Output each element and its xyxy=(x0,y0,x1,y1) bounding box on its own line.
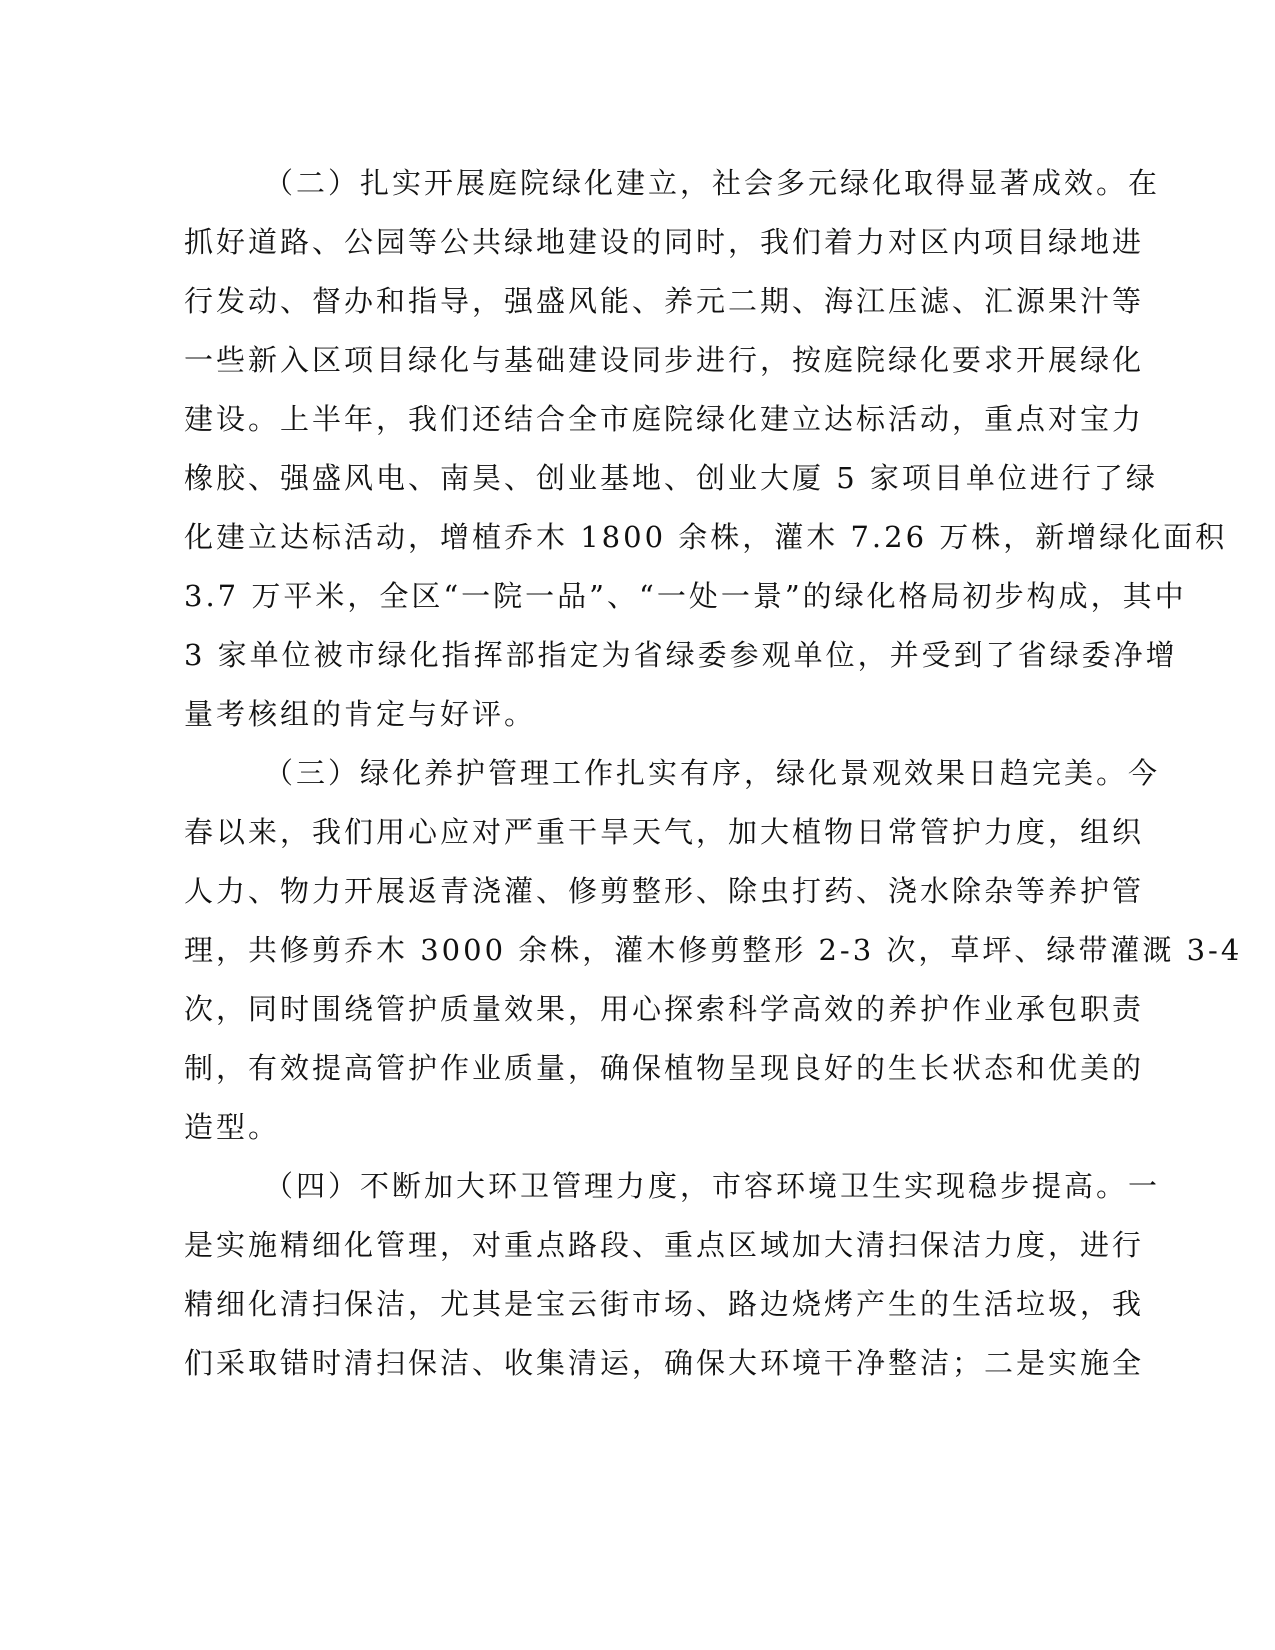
paragraph-4-line-1: （四）不断加大环卫管理力度，市容环境卫生实现稳步提高。一 xyxy=(264,1169,1161,1203)
paragraph-3-line-7: 造型。 xyxy=(184,1110,281,1144)
paragraph-4-line-4: 们采取错时清扫保洁、收集清运，确保大环境干净整洁；二是实施全 xyxy=(184,1346,1145,1380)
paragraph-2-line-5: 建设。上半年，我们还结合全市庭院绿化建立达标活动，重点对宝力 xyxy=(184,402,1145,436)
paragraph-2-line-3: 行发动、督办和指导，强盛风能、养元二期、海江压滤、汇源果汁等 xyxy=(184,284,1145,318)
paragraph-3-line-4: 理，共修剪乔木 3000 余株，灌木修剪整形 2-3 次，草坪、绿带灌溉 3-4 xyxy=(184,933,1243,967)
paragraph-3-line-2: 春以来，我们用心应对严重干旱天气，加大植物日常管护力度，组织 xyxy=(184,815,1145,849)
paragraph-2-line-8: 3.7 万平米，全区“一院一品”、“一处一景”的绿化格局初步构成，其中 xyxy=(184,579,1187,613)
paragraph-3-line-5: 次，同时围绕管护质量效果，用心探索科学高效的养护作业承包职责 xyxy=(184,992,1145,1026)
paragraph-2-line-9: 3 家单位被市绿化指挥部指定为省绿委参观单位，并受到了省绿委净增 xyxy=(184,638,1178,672)
paragraph-2-line-4: 一些新入区项目绿化与基础建设同步进行，按庭院绿化要求开展绿化 xyxy=(184,343,1145,377)
paragraph-3-line-1: （三）绿化养护管理工作扎实有序，绿化景观效果日趋完美。今 xyxy=(264,756,1161,790)
paragraph-2-line-10: 量考核组的肯定与好评。 xyxy=(184,697,537,731)
paragraph-3-line-3: 人力、物力开展返青浇灌、修剪整形、除虫打药、浇水除杂等养护管 xyxy=(184,874,1145,908)
paragraph-2-line-6: 橡胶、强盛风电、南昊、创业基地、创业大厦 5 家项目单位进行了绿 xyxy=(184,461,1158,495)
paragraph-4-line-2: 是实施精细化管理，对重点路段、重点区域加大清扫保洁力度，进行 xyxy=(184,1228,1145,1262)
paragraph-2-line-1: （二）扎实开展庭院绿化建立，社会多元绿化取得显著成效。在 xyxy=(264,166,1161,200)
paragraph-3-line-6: 制，有效提高管护作业质量，确保植物呈现良好的生长状态和优美的 xyxy=(184,1051,1145,1085)
paragraph-4-line-3: 精细化清扫保洁，尤其是宝云街市场、路边烧烤产生的生活垃圾，我 xyxy=(184,1287,1145,1321)
paragraph-2-line-2: 抓好道路、公园等公共绿地建设的同时，我们着力对区内项目绿地进 xyxy=(184,225,1145,259)
paragraph-2-line-7: 化建立达标活动，增植乔木 1800 余株，灌木 7.26 万株，新增绿化面积 xyxy=(184,520,1228,554)
